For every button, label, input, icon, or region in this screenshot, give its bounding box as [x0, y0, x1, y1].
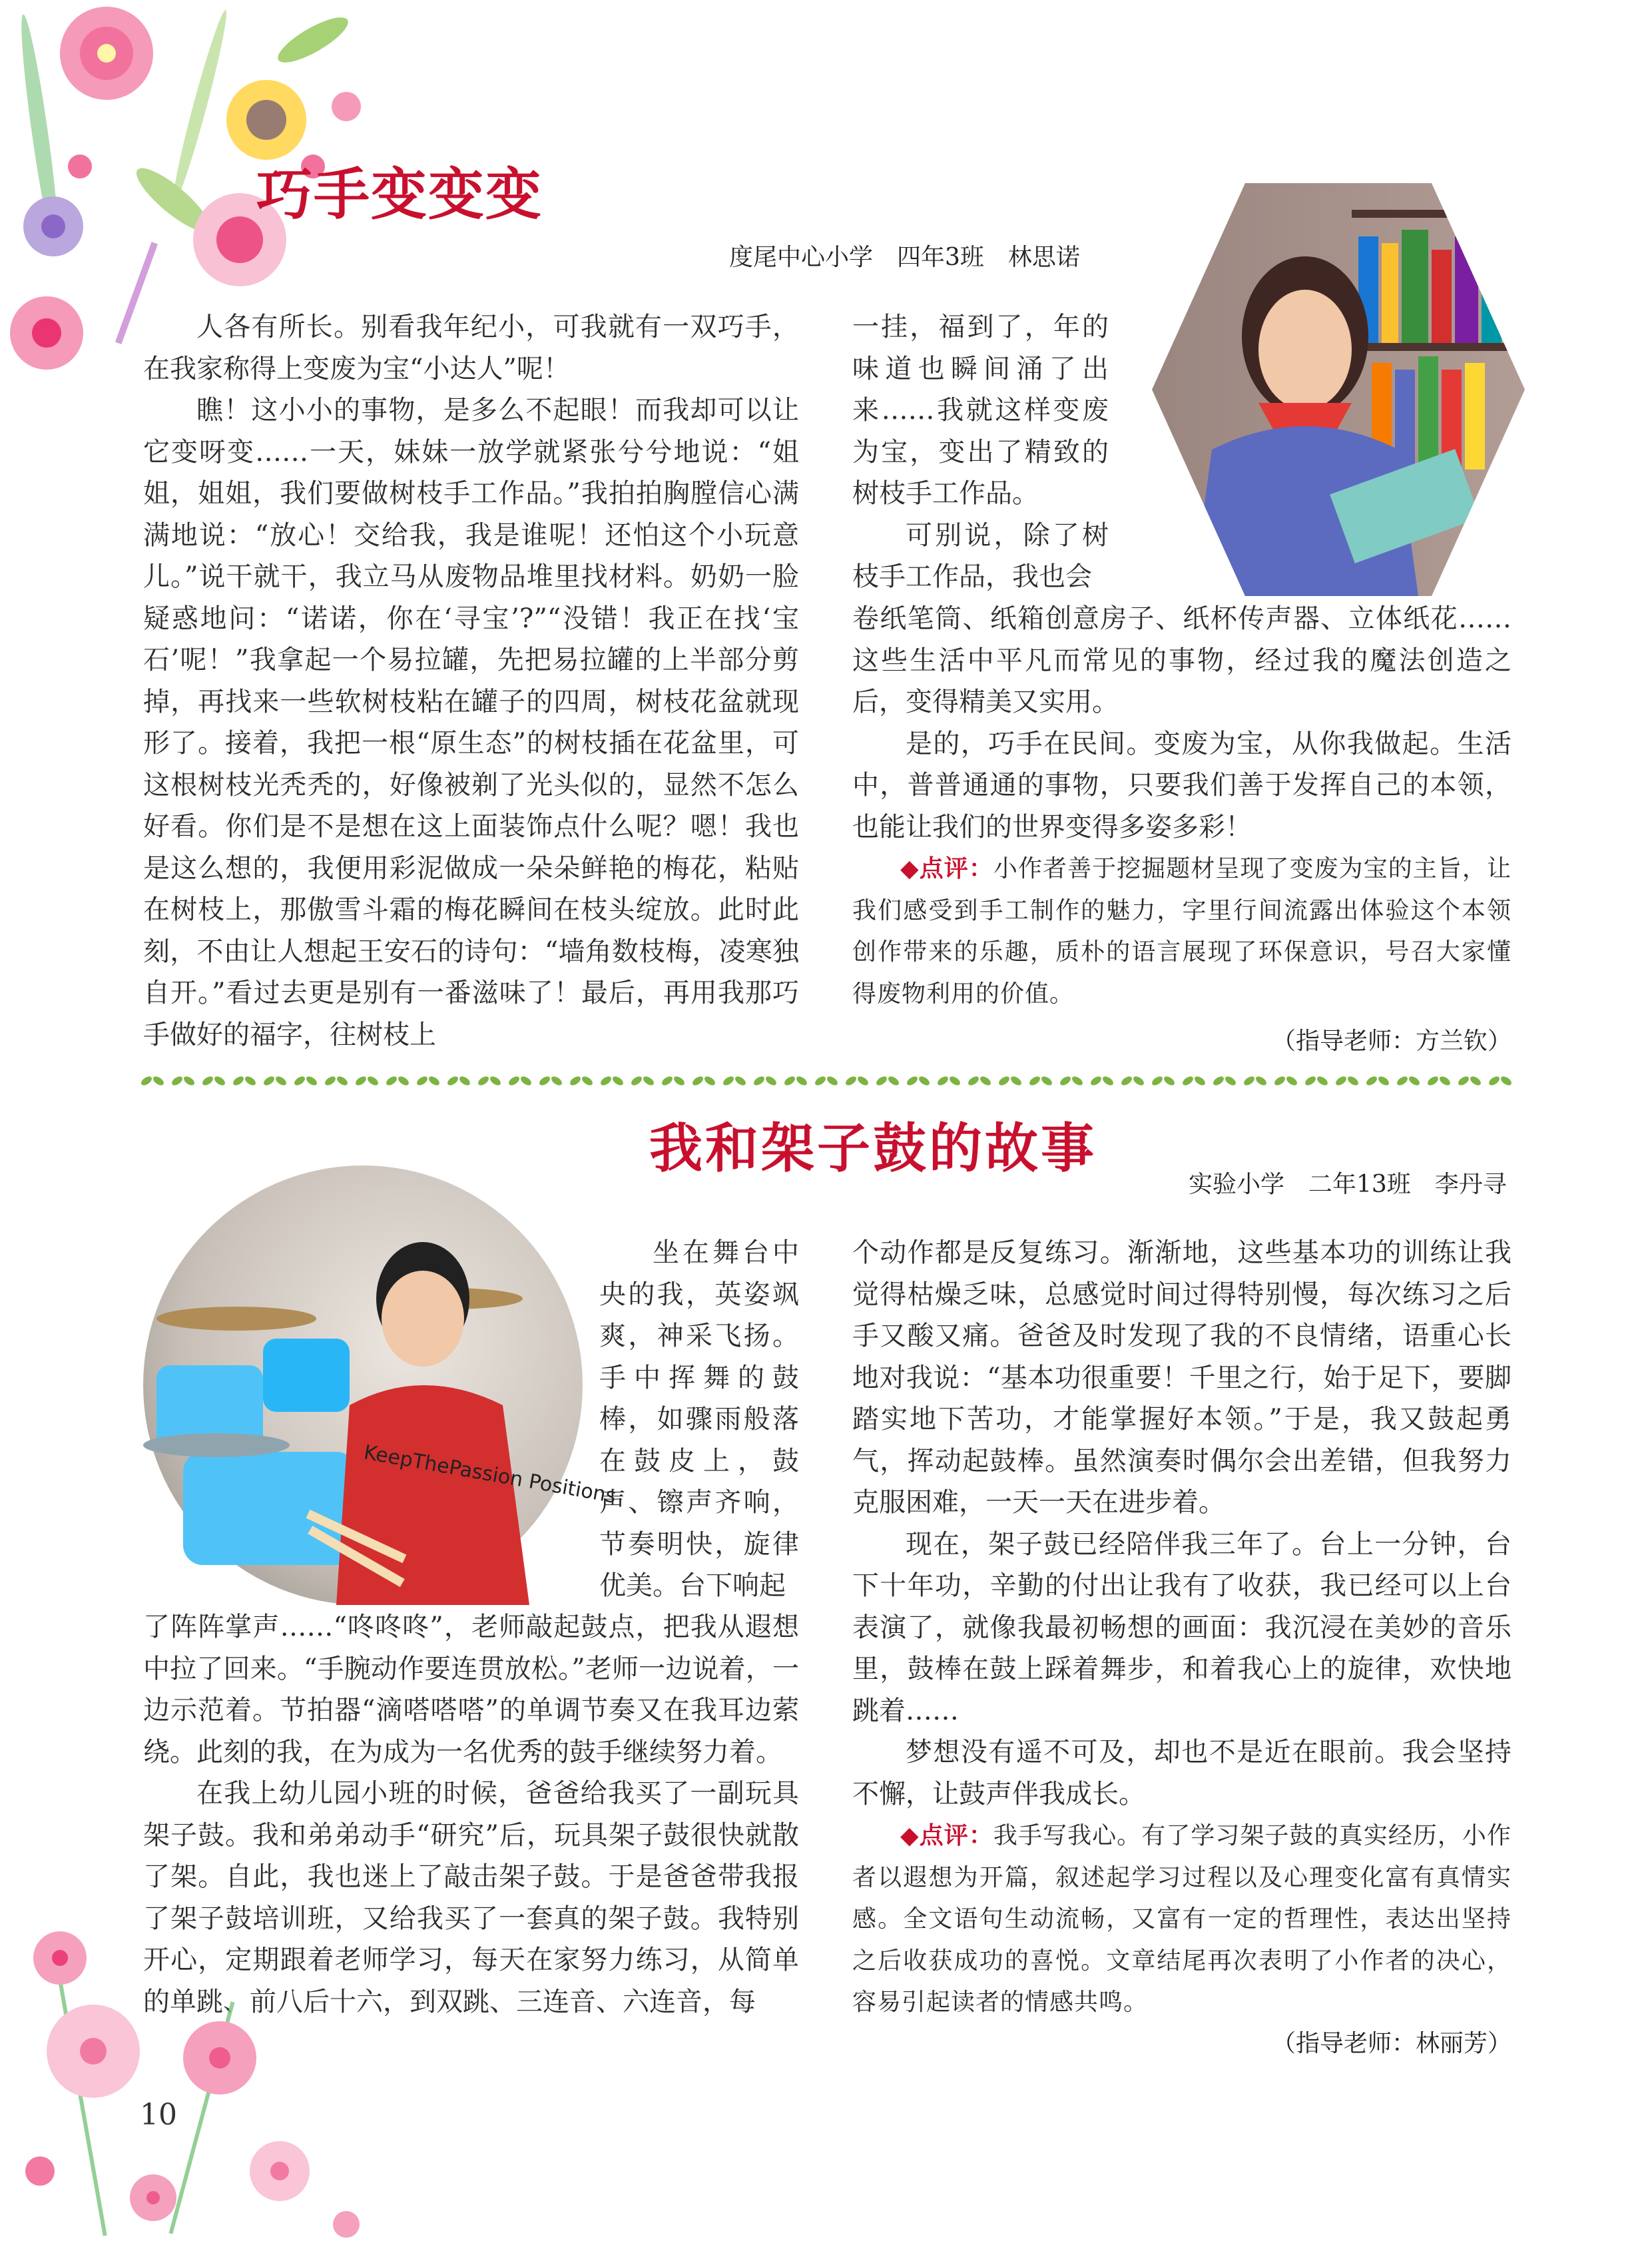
divider-leaf: [538, 1075, 551, 1088]
article2-para-2: 在我上幼儿园小班的时候，爸爸给我买了一副玩具架子鼓。我和弟弟动手“研究”后，玩具架子鼓很快就散了架。自此，我也迷上了敲击架子鼓。于是爸爸带我报了架子鼓培训班，又给我买了一套真的架子鼓。我特别开心，定期跟着老师学习，每天在家努力练习，从简单的单跳、前八后十六，到双跳、三连音、六连音，每: [143, 1778, 799, 2017]
article2-title: 我和架子鼓的故事: [649, 1118, 1097, 1179]
divider-leaf: [1426, 1075, 1440, 1088]
divider-leaf: [661, 1075, 674, 1088]
divider-leaf: [948, 1075, 962, 1088]
divider-leaf: [244, 1075, 257, 1088]
divider-leaf: [232, 1075, 245, 1088]
divider-leaf: [1469, 1075, 1482, 1088]
divider-leaf: [293, 1075, 306, 1088]
divider-leaf: [140, 1075, 153, 1088]
divider-leaf: [1273, 1075, 1286, 1088]
divider-leaf: [795, 1075, 808, 1088]
divider-leaf: [1408, 1075, 1421, 1088]
divider-leaf: [1457, 1075, 1470, 1088]
article2-comment-text: 我手写我心。有了学习架子鼓的真实经历，小作者以遐想为开篇，叙述起学习过程以及心理变化富有真情实感。全文语句生动流畅，又富有一定的哲理性，表达出坚持之后收获成功的喜悦。文章结尾再次表明了小作者的决心，容易引起读者的情感共鸣。: [852, 1822, 1512, 2016]
divider-leaf: [906, 1075, 919, 1088]
divider-leaf: [427, 1075, 441, 1088]
article2-para-4: 梦想没有遥不可及，却也不是近在眼前。我会坚持不懈，让鼓声伴我成长。: [852, 1737, 1512, 1809]
comment-label: ◆点评：: [900, 1821, 993, 1849]
divider-leaf: [1254, 1075, 1268, 1088]
divider-leaf: [764, 1075, 778, 1088]
divider-leaf: [1242, 1075, 1256, 1088]
divider-leaf: [1500, 1075, 1513, 1088]
divider-leaf: [1346, 1075, 1360, 1088]
divider-leaf: [415, 1075, 429, 1088]
divider-leaf: [918, 1075, 931, 1088]
divider-leaf: [397, 1075, 410, 1088]
divider-leaf: [936, 1075, 950, 1088]
article1-para-1: 人各有所长。别看我年纪小，可我就有一双巧手，在我家称得上变废为宝“小达人”呢！: [143, 312, 799, 384]
article1-right-wide-column: [852, 598, 1512, 1015]
article2-para-3: 现在，架子鼓已经陪伴我三年了。台上一分钟，台下十年功，辛勤的付出让我有了收获，我已经可以上台表演了，就像我最初畅想的画面：我沉浸在美妙的音乐里，鼓棒在鼓上踩着舞步，和着我心上的旋律，欢快地跳着……: [852, 1528, 1512, 1726]
divider-leaf: [366, 1075, 380, 1088]
divider-leaf: [875, 1075, 888, 1088]
divider-leaf: [1151, 1075, 1164, 1088]
comment-label: ◆点评：: [900, 854, 993, 882]
leaf-divider: [140, 1072, 1512, 1090]
article1-para-3: 一挂，福到了，年的味道也瞬间涌了出来……我就这样变废为宝，变出了精致的树枝手工作品。: [852, 312, 1109, 509]
divider-leaf: [569, 1075, 582, 1088]
divider-leaf: [1132, 1075, 1145, 1088]
divider-leaf: [997, 1075, 1011, 1088]
divider-leaf: [722, 1075, 735, 1088]
divider-leaf: [1488, 1075, 1501, 1088]
article1-teacher: （指导老师：方兰钦）: [1271, 1028, 1512, 1055]
article2-para-1-cont: 了阵阵掌声……“咚咚咚”，老师敲起鼓点，把我从遐想中拉了回来。“手腕动作要连贯放松。”老师一边说着，一边示范着。节拍器“滴嗒嗒嗒”的单调节奏又在我耳边萦绕。此刻的我，在为成为一名优秀的鼓手继续努力着。: [143, 1612, 799, 1767]
article1-para-5: 是的，巧手在民间。变废为宝，从你我做起。生活中，普普通通的事物，只要我们善于发挥自己的本领，也能让我们的世界变得多姿多彩！: [852, 728, 1512, 842]
divider-leaf: [1163, 1075, 1176, 1088]
photo-girl-reading: [1152, 183, 1525, 596]
divider-leaf: [152, 1075, 165, 1088]
article1-para-4-start: 可别说，除了树枝手工作品，我也会: [852, 519, 1109, 592]
divider-leaf: [550, 1075, 563, 1088]
divider-leaf: [752, 1075, 766, 1088]
divider-leaf: [1120, 1075, 1133, 1088]
divider-leaf: [489, 1075, 502, 1088]
divider-leaf: [336, 1075, 349, 1088]
divider-leaf: [1377, 1075, 1390, 1088]
article1-para-2: 瞧！这小小的事物，是多么不起眼！而我却可以让它变呀变……一天，妹妹一放学就紧张兮兮地说：“姐姐，姐姐，我们要做树枝手工作品。”我拍拍胸膛信心满满地说：“放心！交给我，我是谁呢！还怕这个小玩意儿。”说干就干，我立马从废物品堆里找材料。奶奶一脸疑惑地问：“诺诺，你在‘寻宝’?”“没错！我正在找‘宝石’呢！”我拿起一个易拉罐，先把易拉罐的上半部分剪掉，再找来一些软树枝粘在罐子的四周，树枝花盆就现形了。接着，我把一根“原生态”的树枝插在花盆里，可这根树枝光秃秃的，好像被剃了光头似的，显然不怎么好看。你们是不是想在这上面装饰点什么呢？嗯！我也是这么想的，我便用彩泥做成一朵朵鲜艳的梅花，粘贴在树枝上，那傲雪斗霜的梅花瞬间在枝头绽放。此时此刻，不由让人想起王安石的诗句：“墙角数枝梅，凌寒独自开。”看过去更是别有一番滋味了！最后，再用我那巧手做好的福字，往树枝上: [143, 395, 799, 1050]
divider-leaf: [1438, 1075, 1452, 1088]
divider-leaf: [1224, 1075, 1237, 1088]
divider-leaf: [1212, 1075, 1225, 1088]
divider-leaf: [446, 1075, 459, 1088]
divider-leaf: [642, 1075, 655, 1088]
divider-leaf: [1028, 1075, 1041, 1088]
divider-leaf: [887, 1075, 900, 1088]
divider-leaf: [1365, 1075, 1378, 1088]
divider-leaf: [630, 1075, 643, 1088]
divider-leaf: [1193, 1075, 1207, 1088]
divider-leaf: [1304, 1075, 1317, 1088]
article1-left-column: [143, 306, 799, 1056]
divider-leaf: [691, 1075, 704, 1088]
divider-leaf: [1040, 1075, 1053, 1088]
divider-leaf: [1059, 1075, 1072, 1088]
divider-leaf: [844, 1075, 858, 1088]
divider-leaf: [324, 1075, 337, 1088]
divider-leaf: [1089, 1075, 1103, 1088]
divider-leaf: [1396, 1075, 1409, 1088]
divider-leaf: [262, 1075, 276, 1088]
divider-leaf: [814, 1075, 827, 1088]
divider-leaf: [1334, 1075, 1348, 1088]
divider-leaf: [581, 1075, 594, 1088]
article1-comment: [852, 848, 1512, 1015]
divider-leaf: [967, 1075, 980, 1088]
article2-byline: 实验小学 二年13班 李丹寻: [1189, 1171, 1507, 1198]
article2-para-1-start: 坐在舞台中央的我，英姿飒爽，神采飞扬。手中挥舞的鼓棒，如骤雨般落在鼓皮上，鼓声、镲声齐响，节奏明快，旋律优美。台下响起: [599, 1237, 799, 1601]
floral-decoration-bottom: [0, 1918, 413, 2241]
divider-leaf: [201, 1075, 214, 1088]
page-number: 10: [140, 2098, 177, 2132]
article1-para-4-cont: 卷纸笔筒、纸箱创意房子、纸杯传声器、立体纸花……这些生活中平凡而常见的事物，经过我的魔法创造之后，变得精美又实用。: [852, 603, 1512, 717]
divider-leaf: [170, 1075, 184, 1088]
divider-leaf: [458, 1075, 471, 1088]
divider-leaf: [213, 1075, 226, 1088]
divider-leaf: [734, 1075, 747, 1088]
divider-leaf: [274, 1075, 288, 1088]
divider-leaf: [1316, 1075, 1329, 1088]
article1-title: 巧手变变变: [256, 162, 543, 227]
divider-leaf: [182, 1075, 196, 1088]
divider-leaf: [1101, 1075, 1115, 1088]
divider-leaf: [1285, 1075, 1298, 1088]
divider-leaf: [519, 1075, 533, 1088]
article1-byline: 度尾中心小学 四年3班 林思诺: [729, 244, 1080, 271]
divider-leaf: [1071, 1075, 1084, 1088]
article1-comment-text: 小作者善于挖掘题材呈现了变废为宝的主旨，让我们感受到手工制作的魅力，字里行间流露出体验这个本领创作带来的乐趣，质朴的语言展现了环保意识，号召大家懂得废物利用的价值。: [852, 855, 1512, 1008]
divider-leaf: [979, 1075, 992, 1088]
divider-leaf: [385, 1075, 398, 1088]
divider-leaf: [354, 1075, 368, 1088]
divider-leaf: [1009, 1075, 1023, 1088]
divider-leaf: [673, 1075, 686, 1088]
shirt-text: KeepThePassion Positions: [362, 1441, 618, 1508]
divider-leaf: [1181, 1075, 1195, 1088]
article2-right-column: [852, 1232, 1512, 2024]
divider-leaf: [611, 1075, 625, 1088]
divider-leaf: [599, 1075, 613, 1088]
article2-teacher: （指导老师：林丽芳）: [1271, 2030, 1512, 2057]
divider-leaf: [783, 1075, 796, 1088]
divider-leaf: [507, 1075, 521, 1088]
article2-narrow-column: [599, 1232, 799, 1607]
divider-leaf: [477, 1075, 490, 1088]
divider-leaf: [826, 1075, 839, 1088]
divider-leaf: [305, 1075, 318, 1088]
article2-para-2-cont: 个动作都是反复练习。渐渐地，这些基本功的训练让我觉得枯燥乏味，总感觉时间过得特别慢，每次练习之后手又酸又痛。爸爸及时发现了我的不良情绪，语重心长地对我说：“基本功很重要！千里之行，始于足下，要脚踏实地下苦功，才能掌握好本领。”于是，我又鼓起勇气，挥动起鼓棒。虽然演奏时偶尔会出差错，但我努力克服困难，一天一天在进步着。: [852, 1237, 1512, 1518]
article2-comment: [852, 1815, 1512, 2024]
divider-leaf: [703, 1075, 716, 1088]
divider-leaf: [856, 1075, 870, 1088]
article1-right-narrow-column: [852, 306, 1109, 598]
photo-boy-drums: [143, 1165, 618, 1605]
